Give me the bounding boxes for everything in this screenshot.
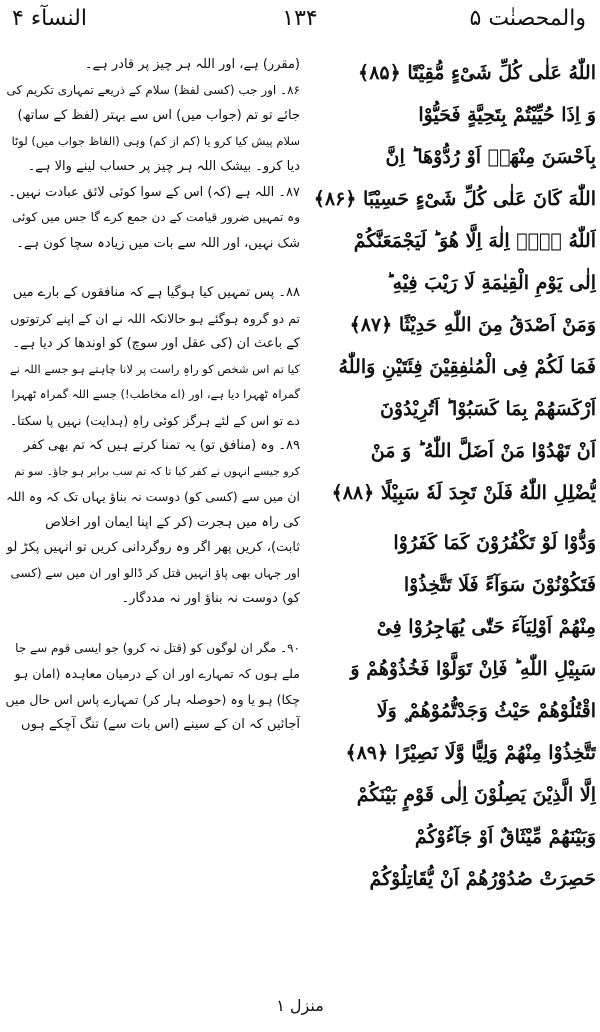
urdu-line: تم دو گروہ ہوگئے ہو حالانکہ اللہ نے ان کے اپنے کرتوتوں bbox=[10, 310, 300, 326]
urdu-line: ۸۸۔ پس تمہیں کیا ہوگیا ہے کہ منافقوں کے بارے میں bbox=[12, 285, 300, 300]
urdu-line: ۸۶۔ اور جب (کسی لفظ) سلام کے ذریعے تمہاری تکریم کی bbox=[6, 82, 300, 97]
arabic-line: اِلٰى يَوْمِ الْقِيٰمَةِ لَا رَيْبَ فِيْهِ ؕ bbox=[386, 272, 596, 294]
arabic-line: حَصِرَتْ صُدُوْرُهُمْ اَنْ يُّقَاتِلُوْكُمْ bbox=[369, 868, 596, 890]
paragraph-gap bbox=[4, 612, 300, 636]
urdu-line: ثابت)، کریں پھر اگر وہ روگردانی کریں تو انہیں پکڑ لو bbox=[6, 540, 300, 555]
urdu-line: دیا کرو۔ بیشک اللہ ہر چیز پر حساب لینے والا ہے۔ bbox=[27, 159, 300, 174]
urdu-line: گمراہ ٹھہرا دیا ہے، اور (اے مخاطب!) جسے اللہ گمراہ ٹھہرا bbox=[11, 387, 300, 401]
arabic-line: اَرْكَسَهُمْ بِمَا كَسَبُوْا ؕ اَتُرِيْدُوْنَ bbox=[379, 398, 596, 420]
arabic-line: وَ اِذَا حُيِّيْتُمْ بِتَحِيَّةٍ فَحَيُّوْا bbox=[418, 104, 596, 126]
arabic-line: وَدُّوْا لَوْ تَكْفُرُوْنَ كَمَا كَفَرُوْا bbox=[393, 532, 596, 554]
arabic-line: اللّٰهَ كَانَ عَلٰى كُلِّ شَىْءٍ حَسِيْبًا ﴿۸۶﴾ bbox=[313, 188, 596, 210]
arabic-line: فَتَكُوْنُوْنَ سَوَآءً فَلَا تَتَّخِذُوْا bbox=[403, 574, 596, 596]
arabic-text-column bbox=[308, 52, 596, 992]
arabic-line: مِنْهُمْ اَوْلِيَآءَ حَتّٰى يُهَاجِرُوْا فِىْ bbox=[376, 616, 596, 638]
urdu-line: جائے تو تم (جواب میں) اس سے بہتر (لفظ کے ساتھ) bbox=[17, 108, 300, 123]
arabic-line: يُّضْلِلِ اللّٰهُ فَلَنْ تَجِدَ لَهٗ سَبِيْلًا ﴿۸۸﴾ bbox=[331, 482, 596, 504]
urdu-line: شک نہیں، اور اللہ سے بات میں زیادہ سچا کون ہے۔ bbox=[16, 235, 300, 251]
arabic-line: اَنْ تَهْدُوْا مَنْ اَضَلَّ اللّٰهُ ؕ وَ مَنْ bbox=[370, 440, 596, 462]
urdu-line: آجائیں کہ ان کے سینے (اس بات سے) تنگ آچکے ہوں bbox=[21, 717, 300, 732]
urdu-line: (مقرر) ہے، اور اللہ ہر چیز پر قادر ہے۔ bbox=[84, 57, 300, 72]
paragraph-gap bbox=[4, 256, 300, 280]
urdu-line: کی راہ میں ہجرت (کر کے اپنا ایمان اور اخلاص bbox=[45, 514, 300, 530]
urdu-line: ان میں سے (کسی کو) دوست نہ بناؤ یہاں تک کہ وہ اللہ bbox=[6, 489, 300, 504]
page-number: ۱۳۴ bbox=[282, 6, 318, 31]
surah-name: النسآء ۴ bbox=[12, 6, 87, 31]
arabic-line: اللّٰهُ عَلٰى كُلِّ شَىْءٍ مُّقِيْتًا ﴿۸۵﴾ bbox=[358, 62, 596, 84]
urdu-line: وہ تمہیں ضرور قیامت کے دن جمع کرے گا جس میں کوئی bbox=[11, 210, 300, 224]
urdu-translation-column bbox=[4, 52, 300, 992]
manzil-label: منزل ۱ bbox=[276, 996, 324, 1015]
arabic-line: وَمَنْ اَصْدَقُ مِنَ اللّٰهِ حَدِيْثًا ﴿۸۷﴾ bbox=[349, 314, 596, 336]
arabic-line: وَبَيْنَهُمْ مِّيْثَاقٌ اَوْ جَآءُوْكُمْ bbox=[414, 826, 596, 848]
urdu-line: سلام پیش کیا کرو یا (کم از کم) وہی (الفاظ جواب میں) لوٹا bbox=[11, 133, 300, 148]
urdu-line: دے تو اس کے لئے ہرگز کوئی راہِ (ہدایت) نہیں پا سکتا۔ bbox=[9, 412, 300, 428]
juz-name: والمحصنٰت ۵ bbox=[469, 6, 586, 31]
urdu-line: ملے ہوں کہ تمہارے اور ان کے درمیان معاہدہ (امان ہو bbox=[14, 666, 300, 681]
urdu-line: کرو جیسے انہوں نے کفر کیا تا کہ تم سب برابر ہو جاؤ۔ سو تم bbox=[14, 464, 300, 478]
urdu-line: چکا) ہو یا وہ (حوصلہ ہار کر) تمہارے پاس اس حال میں bbox=[5, 691, 300, 707]
arabic-line: سَبِيْلِ اللّٰهِ ؕ فَاِنْ تَوَلَّوْا فَخُذُوْهُمْ وَ bbox=[350, 658, 596, 680]
urdu-line: ۹۰۔ مگر ان لوگوں کو (قتل نہ کرو) جو ایسی قوم سے جا bbox=[15, 640, 300, 655]
urdu-line: اور جہاں بھی پاؤ انہیں قتل کر ڈالو اور ان میں سے (کسی bbox=[10, 565, 300, 580]
arabic-line: بِاَحْسَنَ مِنْهَاۤ اَوْ رُدُّوْهَا ؕ اِنَّ bbox=[385, 146, 596, 168]
arabic-line: اَللّٰهُ لَاۤ اِلٰهَ اِلَّا هُوَ ؕ لَيَجْمَعَنَّكُمْ bbox=[353, 230, 596, 252]
urdu-line: کو) دوست نہ بناؤ اور نہ مددگار۔ bbox=[121, 591, 300, 606]
arabic-line: اِلَّا الَّذِيْنَ يَصِلُوْنَ اِلٰى قَوْمٍ بَيْنَكُمْ bbox=[356, 784, 596, 806]
urdu-line: کیا تم اس شخص کو راہِ راست پر لانا چاہتے ہو جسے اللہ نے bbox=[9, 361, 300, 376]
urdu-line: ۸۹۔ وہ (منافق تو) یہ تمنا کرتے ہیں کہ تم بھی کفر bbox=[23, 438, 300, 453]
urdu-line: کے باعث ان (کی عقل اور سوچ) کو اوندھا کر دیا ہے۔ bbox=[12, 336, 300, 351]
urdu-line: ۸۷۔ اللہ ہے (کہ) اس کے سوا کوئی لائق عبادت نہیں۔ bbox=[8, 184, 300, 200]
page-header bbox=[0, 0, 600, 44]
ruku-gap bbox=[308, 514, 596, 522]
arabic-line: فَمَا لَكُمْ فِى الْمُنٰفِقِيْنَ فِئَتَيْنِ وَاللّٰهُ bbox=[338, 356, 596, 378]
arabic-line: اقْتُلُوْهُمْ حَيْثُ وَجَدْتُّمُوْهُمْ ۪ وَلَا bbox=[376, 700, 596, 722]
arabic-line: تَتَّخِذُوْا مِنْهُمْ وَلِيًّا وَّلَا نَصِيْرًا ﴿۸۹﴾ bbox=[345, 742, 596, 764]
